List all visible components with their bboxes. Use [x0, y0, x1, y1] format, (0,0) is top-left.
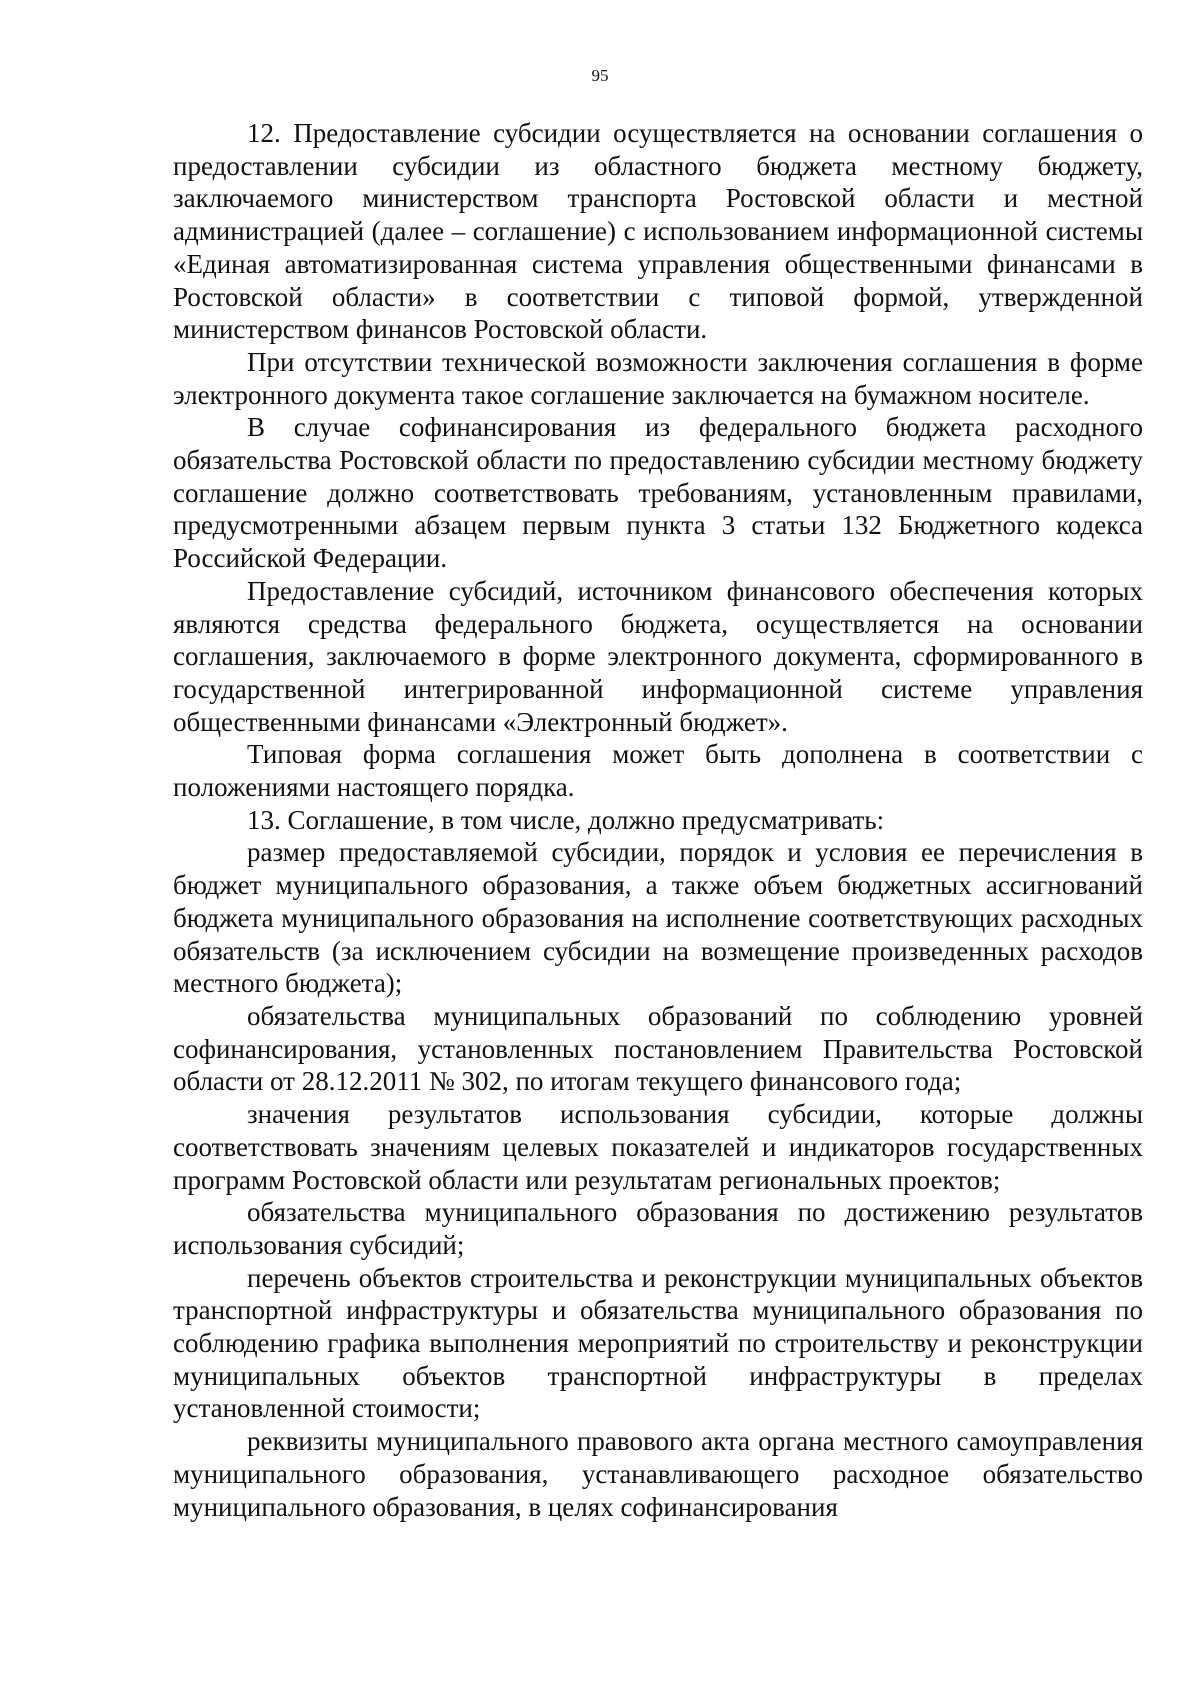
paragraph: 13. Соглашение, в том числе, должно предусматривать:: [247, 804, 885, 835]
paragraph: При отсутствии технической возможности заключения соглашения в форме электронного документа такое соглашение заключается на бумажном носителе.: [173, 346, 1143, 410]
paragraph: перечень объектов строительства и реконструкции муниципальных объектов транспортной инфраструктуры и обязательства муниципального образования по соблюдению графика выполнения мероприятий по строительству и реконструкции муниципальных объектов транспортной инфраструктуры в пределах установленной стоимости;: [173, 1262, 1143, 1424]
paragraph: реквизиты муниципального правового акта органа местного самоуправления муниципального образования, устанавливающего расходное обязательство муниципального образования, в целях софинансирования: [173, 1426, 1143, 1522]
paragraph: обязательства муниципального образования по достижению результатов использования субсидий;: [173, 1197, 1143, 1260]
paragraph: значения результатов использования субсидии, которые должны соответствовать значениям целевых показателей и индикаторов государственных программ Ростовской области или результатам региональных проектов;: [173, 1099, 1143, 1195]
paragraph: В случае софинансирования из федерального бюджета расходного обязательства Ростовской области по предоставлению субсидии местному бюджету соглашение должно соответствовать требованиям, установленным правилами, предусмотренными абзацем первым пункта 3 статьи 132 Бюджетного кодекса Российской Федерации.: [173, 412, 1143, 574]
paragraph: обязательства муниципальных образований по соблюдению уровней софинансирования, установленных постановлением Правительства Ростовской области от 28.12.2011 № 302, по итогам текущего финансового года;: [173, 1000, 1143, 1097]
paragraph: 12. Предоставление субсидии осуществляется на основании соглашения о предоставлении субсидии из областного бюджета местному бюджету, заключаемого министерством транспорта Ростовской области и местной администрацией (далее – соглашение) с использованием информационной системы «Единая автоматизированная система управления общественными финансами в Ростовской области» в соответствии с типовой формой, утвержденной министерством финансов Ростовской области.: [173, 118, 1143, 345]
page-number: 95: [591, 66, 609, 85]
paragraph: Типовая форма соглашения может быть дополнена в соответствии с положениями настоящего порядка.: [173, 739, 1143, 803]
document-body: [173, 117, 1143, 1523]
paragraph: Предоставление субсидий, источником финансового обеспечения которых являются средства федерального бюджета, осуществляется на основании соглашения, заключаемого в форме электронного документа, сформированного в государственной интегрированной информационной системе управления общественными финансами «Электронный бюджет».: [173, 575, 1143, 737]
paragraph: размер предоставляемой субсидии, порядок и условия ее перечисления в бюджет муниципального образования, а также объем бюджетных ассигнований бюджета муниципального образования на исполнение соответствующих расходных обязательств (за исключением субсидии на возмещение произведенных расходов местного бюджета);: [173, 837, 1143, 999]
